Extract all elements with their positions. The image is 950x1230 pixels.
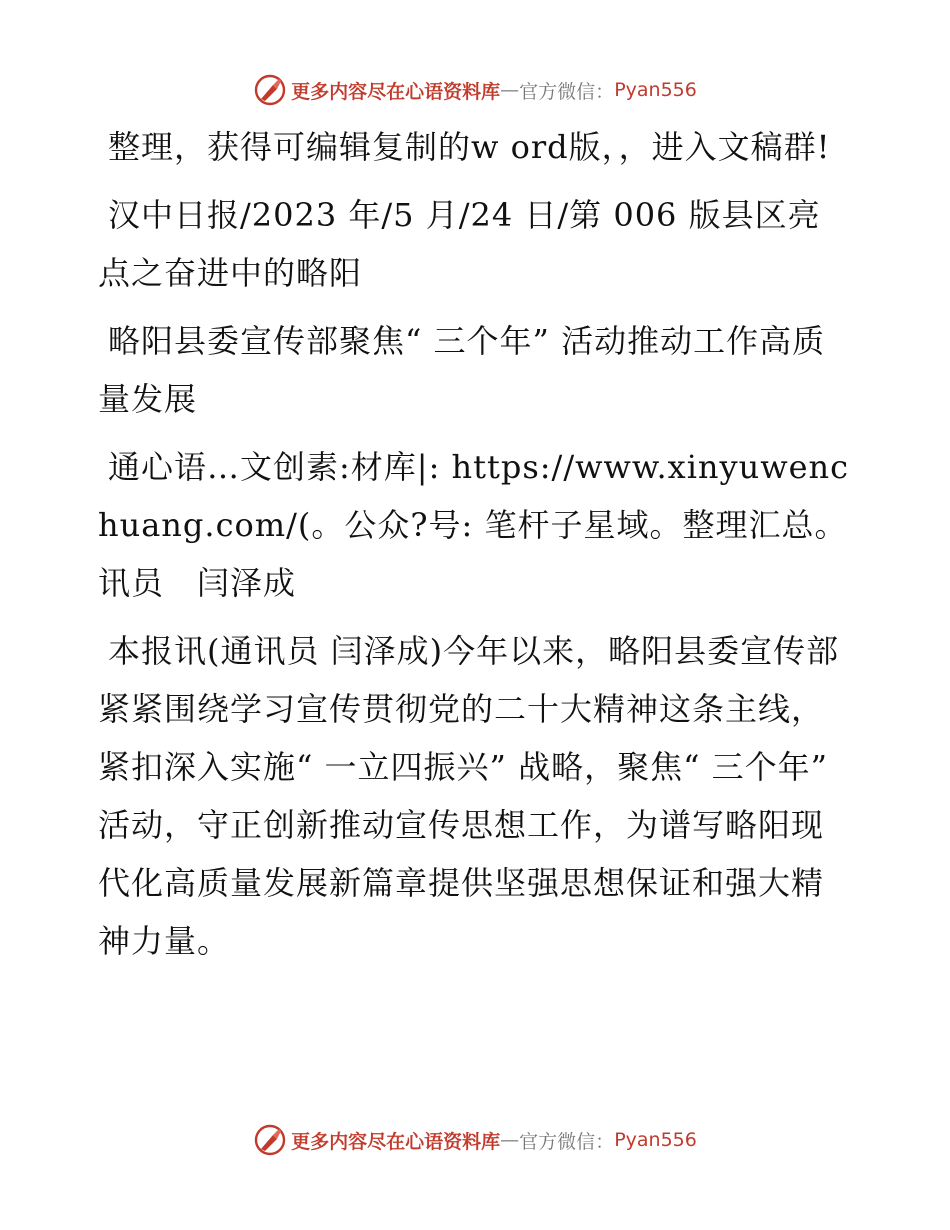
paragraph-byline: 通心语…文创素:材库|: https://www.xinyuwenchuang.com/(。公众?号: 笔杆子星域。整理汇总。讯员 闫泽成 xyxy=(98,448,850,602)
watermark-wechat-label: 官方微信： xyxy=(519,80,615,103)
watermark-wechat-id: Pyan556 xyxy=(614,1129,697,1151)
paragraph-source: 汉中日报/2023 年/5 月/24 日/第 006 版县区亮点之奋进中的略阳 xyxy=(98,196,821,292)
header-watermark xyxy=(0,72,950,108)
watermark-wechat-id: Pyan556 xyxy=(614,79,697,101)
paragraph-headline: 略阳县委宣传部聚焦“ 三个年” 活动推动工作高质量发展 xyxy=(98,322,826,418)
pen-logo-icon xyxy=(253,1123,287,1157)
watermark-wechat-label: 官方微信： xyxy=(519,1130,615,1153)
paragraph-intro: 整理，获得可编辑复制的w ord版，，进入文稿群! xyxy=(108,128,831,166)
watermark-dash: — xyxy=(500,1129,520,1151)
document-body xyxy=(98,118,852,980)
watermark-dash: — xyxy=(500,79,520,101)
watermark-brand: 更多内容尽在心语资料库 xyxy=(291,80,501,103)
paragraph-body: 本报讯(通讯员 闫泽成)今年以来，略阳县委宣传部紧紧围绕学习宣传贯彻党的二十大精神这条主线，紧扣深入实施“ 一立四振兴” 战略，聚焦“ 三个年” 活动，守正创新推动宣传思想工作，为谱写略阳现代化高质量发展新篇章提供坚强思想保证和强大精神力量。 xyxy=(98,632,840,960)
watermark-brand: 更多内容尽在心语资料库 xyxy=(291,1130,501,1153)
pen-logo-icon xyxy=(253,73,287,107)
footer-watermark xyxy=(0,1122,950,1158)
